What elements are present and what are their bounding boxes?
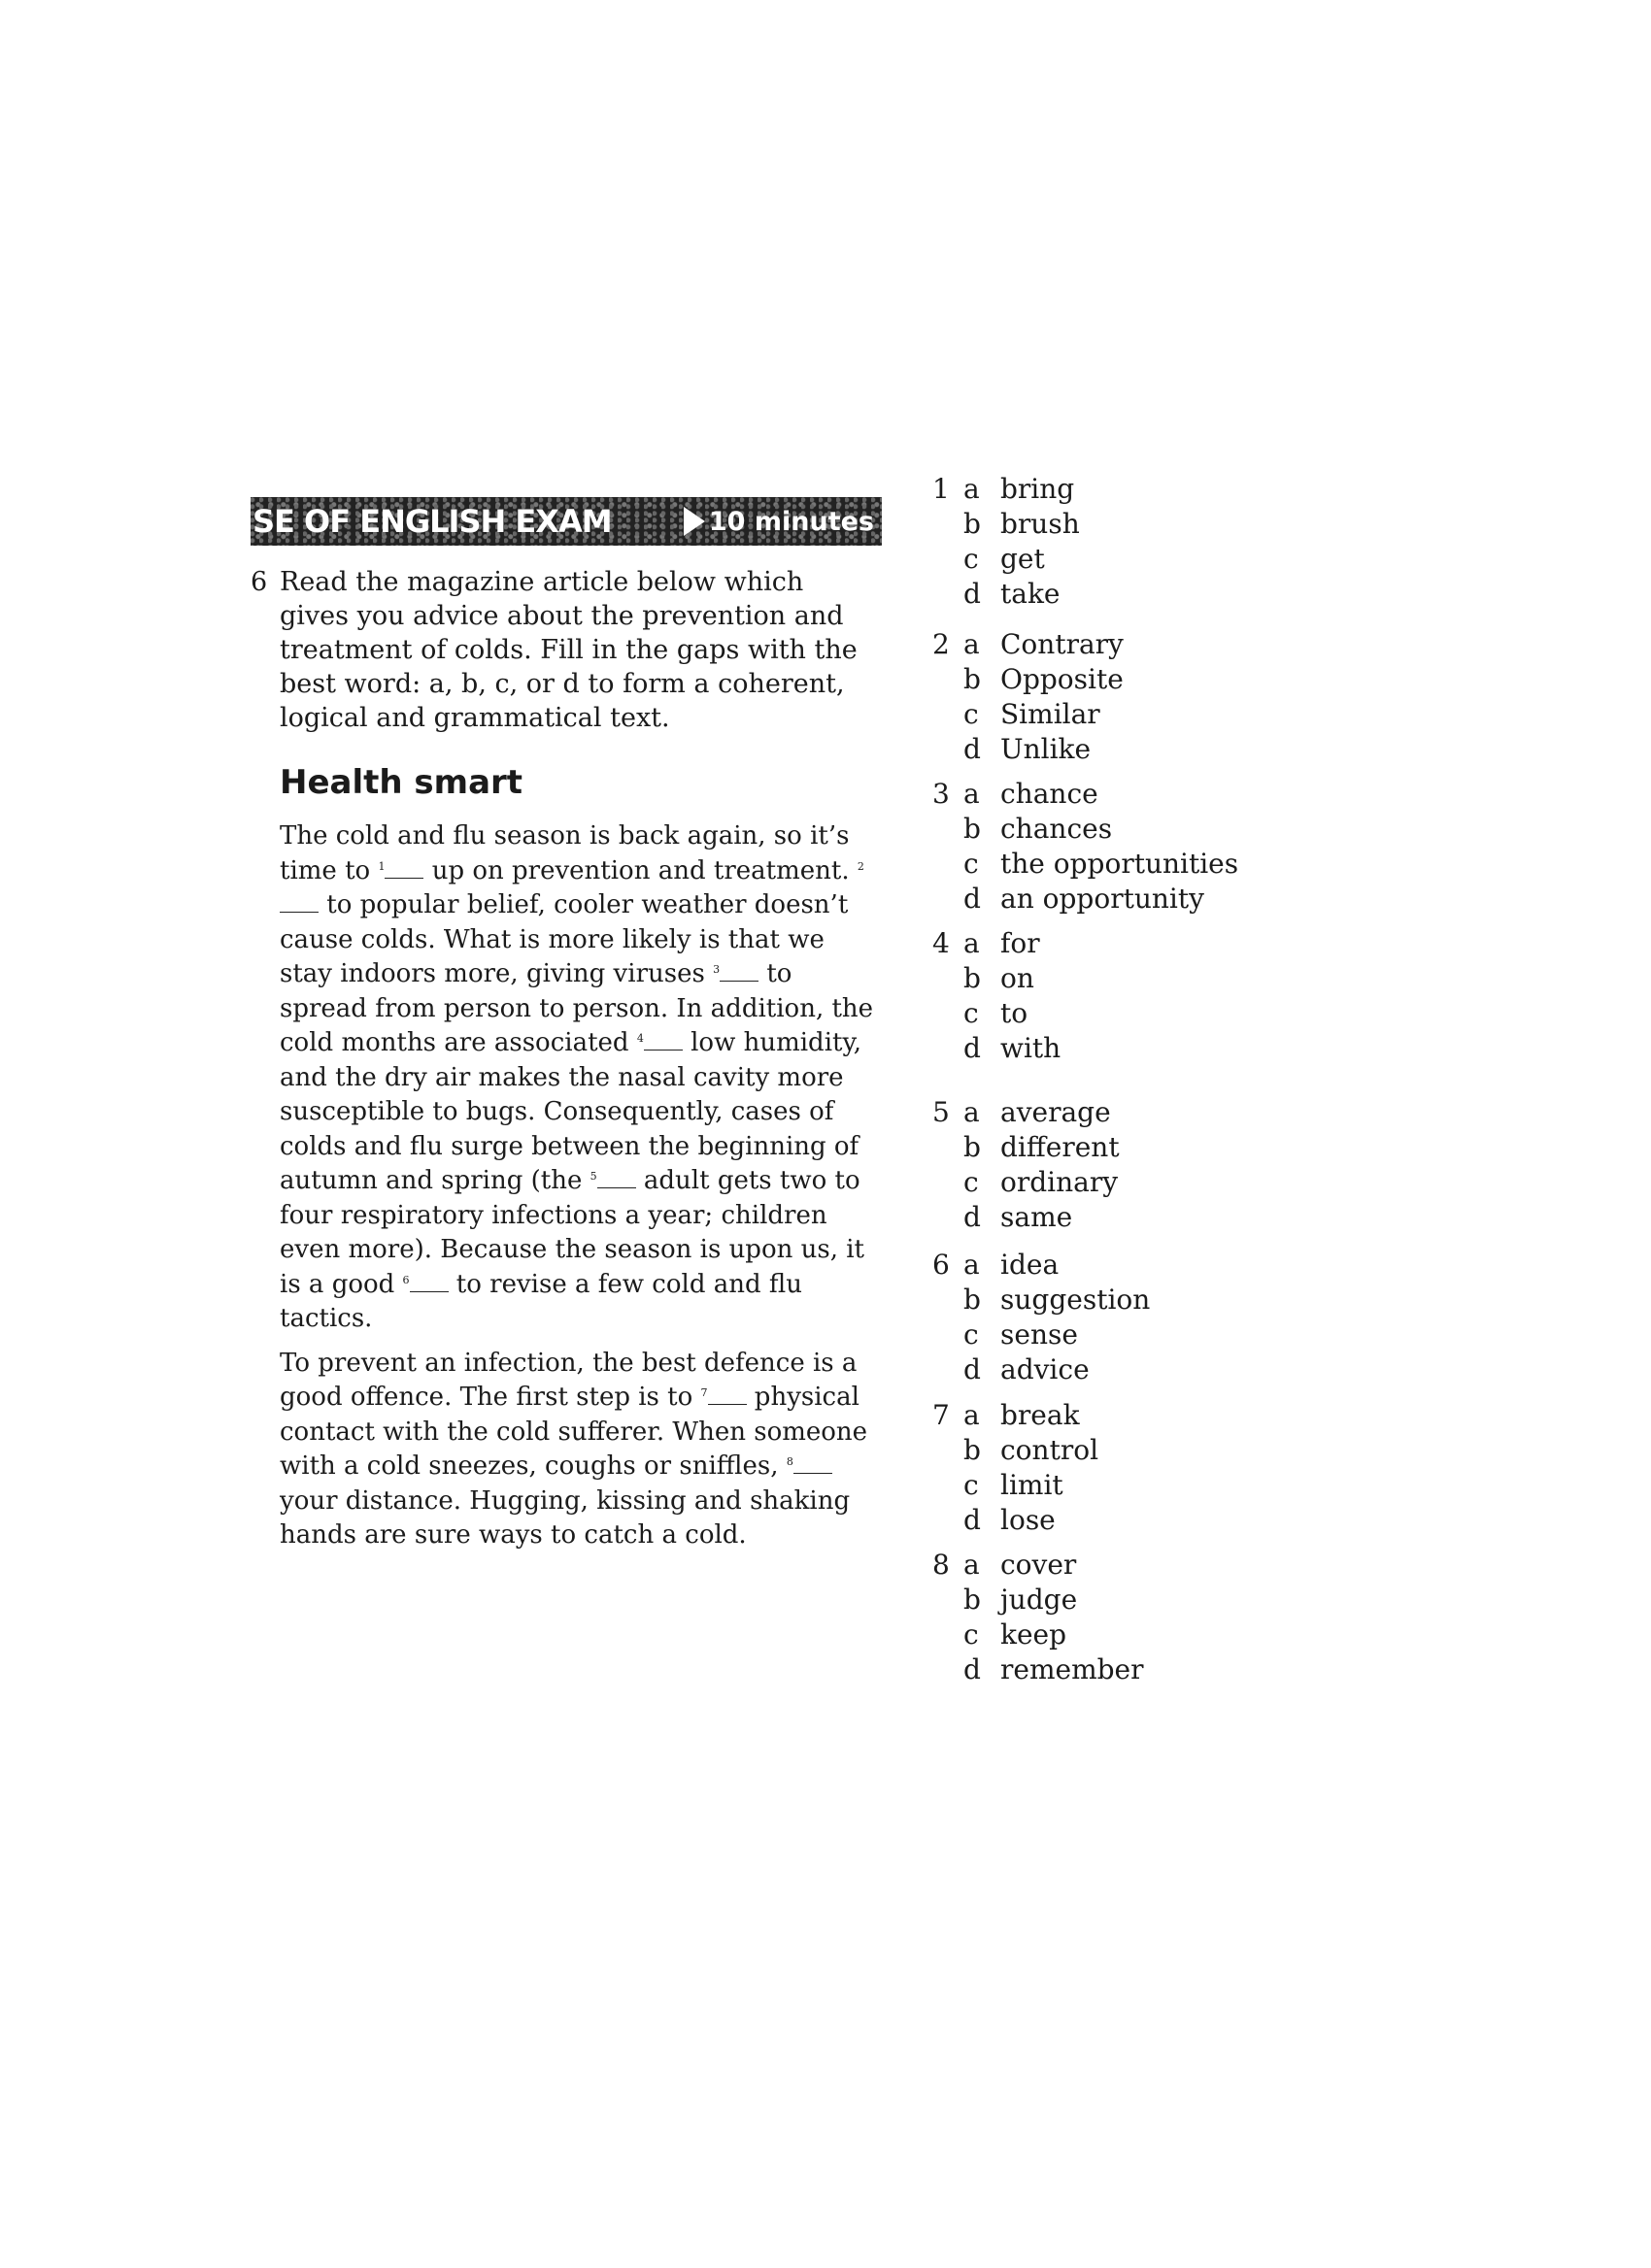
gap-number: 2	[857, 859, 864, 873]
banner-title: SE OF ENGLISH EXAM	[253, 503, 612, 540]
option-row[interactable]	[932, 472, 1080, 507]
option-row[interactable]	[932, 1130, 1120, 1165]
option-row[interactable]	[932, 1352, 1150, 1387]
option-text: Unlike	[1000, 733, 1092, 765]
question-number: 8	[932, 1549, 950, 1581]
gap-number: 8	[786, 1455, 793, 1468]
option-row[interactable]	[932, 1548, 1144, 1583]
option-row[interactable]	[932, 1503, 1098, 1538]
article-paragraph-2: To prevent an infection, the best defence is a good offence. The first step is to $^7$ physical contact with the cold sufferer. When someone with a cold sneezes, coughs or sniffles, $^8$ your distance. Hugging, kissing and shaking hands are sure ways to catch a cold.	[280, 1348, 868, 1550]
question-5	[932, 1095, 1120, 1235]
article-title: Health smart	[280, 763, 523, 802]
option-row[interactable]	[932, 1165, 1120, 1200]
option-row[interactable]	[932, 1583, 1144, 1618]
option-letter: d	[963, 1653, 981, 1685]
gap-2	[280, 894, 319, 913]
option-letter: c	[963, 1318, 979, 1351]
gap-number: 4	[636, 1032, 644, 1045]
gap-number: 3	[713, 963, 721, 976]
option-row[interactable]	[932, 627, 1124, 662]
option-text: with	[1000, 1032, 1061, 1064]
option-text: cover	[1000, 1549, 1077, 1581]
gap-number: 1	[378, 859, 386, 873]
option-letter: a	[963, 628, 980, 660]
time-limit-text: 10 minutes	[708, 506, 874, 537]
option-letter: c	[963, 1469, 979, 1501]
question-number: 1	[932, 473, 950, 505]
gap-number: 6	[402, 1273, 410, 1286]
option-text: sense	[1000, 1318, 1078, 1351]
exam-section-banner	[251, 497, 882, 546]
option-letter: d	[963, 883, 981, 915]
option-row[interactable]	[932, 577, 1080, 612]
option-row[interactable]	[932, 662, 1124, 697]
question-number: 6	[932, 1249, 950, 1281]
option-text: on	[1000, 962, 1034, 994]
option-letter: c	[963, 1618, 979, 1651]
option-letter: d	[963, 1504, 981, 1536]
option-letter: c	[963, 848, 979, 880]
option-row[interactable]	[932, 1200, 1120, 1235]
question-6	[932, 1248, 1150, 1387]
option-row[interactable]	[932, 777, 1238, 812]
exercise-number: 6	[251, 567, 268, 597]
question-1	[932, 472, 1080, 612]
option-text: chance	[1000, 778, 1098, 810]
option-letter: b	[963, 1131, 981, 1163]
option-text: idea	[1000, 1249, 1060, 1281]
option-letter: b	[963, 1434, 981, 1466]
gap-5	[597, 1170, 636, 1188]
option-text: advice	[1000, 1353, 1090, 1385]
question-number: 4	[932, 927, 950, 959]
option-letter: b	[963, 508, 981, 540]
option-row[interactable]	[932, 996, 1061, 1031]
option-letter: a	[963, 1399, 980, 1431]
option-row[interactable]	[932, 812, 1238, 847]
option-text: ordinary	[1000, 1166, 1119, 1198]
option-row[interactable]	[932, 697, 1124, 732]
option-letter: b	[963, 663, 981, 695]
option-letter: a	[963, 778, 980, 810]
option-text: bring	[1000, 473, 1075, 505]
option-row[interactable]	[932, 926, 1061, 961]
option-text: different	[1000, 1131, 1120, 1163]
option-row[interactable]	[932, 1031, 1061, 1066]
option-text: remember	[1000, 1653, 1144, 1685]
question-number: 2	[932, 628, 950, 660]
option-text: chances	[1000, 813, 1113, 845]
option-letter: d	[963, 1201, 981, 1233]
option-letter: d	[963, 1353, 981, 1385]
option-text: brush	[1000, 508, 1080, 540]
option-row[interactable]	[932, 1652, 1144, 1687]
gap-7	[708, 1386, 747, 1405]
gap-number: 5	[590, 1170, 597, 1183]
option-row[interactable]	[932, 1398, 1098, 1433]
option-row[interactable]	[932, 507, 1080, 542]
option-letter: c	[963, 997, 979, 1029]
option-row[interactable]	[932, 732, 1124, 767]
option-text: take	[1000, 578, 1061, 610]
option-text: average	[1000, 1096, 1111, 1128]
option-text: limit	[1000, 1469, 1063, 1501]
option-letter: b	[963, 813, 981, 845]
option-text: for	[1000, 927, 1040, 959]
instruction-text: Read the magazine article below which gives you advice about the prevention and treatment of colds. Fill in the gaps with the best word: a, b, c, or d to form a coherent, logical and grammatical text.	[280, 567, 858, 733]
play-arrow-icon	[684, 507, 705, 536]
option-letter: c	[963, 543, 979, 575]
option-text: suggestion	[1000, 1284, 1151, 1316]
option-text: control	[1000, 1434, 1099, 1466]
gap-6	[410, 1274, 449, 1292]
option-letter: b	[963, 962, 981, 994]
gap-1	[385, 860, 423, 879]
option-text: keep	[1000, 1618, 1067, 1651]
question-4	[932, 926, 1061, 1066]
time-limit-label	[684, 507, 882, 537]
option-text: Opposite	[1000, 663, 1124, 695]
question-2	[932, 627, 1124, 767]
option-text: Similar	[1000, 698, 1100, 730]
option-letter: c	[963, 1166, 979, 1198]
option-row[interactable]	[932, 1618, 1144, 1652]
question-8	[932, 1548, 1144, 1687]
gap-number: 7	[700, 1386, 708, 1399]
gap-3	[720, 963, 758, 982]
option-text: get	[1000, 543, 1045, 575]
question-number: 3	[932, 778, 950, 810]
option-text: to	[1000, 997, 1028, 1029]
option-letter: a	[963, 927, 980, 959]
option-letter: d	[963, 578, 981, 610]
option-letter: d	[963, 733, 981, 765]
option-text: the opportunities	[1000, 848, 1239, 880]
option-letter: a	[963, 1549, 980, 1581]
option-letter: a	[963, 1096, 980, 1128]
option-letter: c	[963, 698, 979, 730]
gap-8	[793, 1455, 832, 1474]
gap-4	[644, 1032, 683, 1051]
option-row[interactable]	[932, 1095, 1120, 1130]
option-letter: b	[963, 1584, 981, 1616]
option-row[interactable]	[932, 1433, 1098, 1468]
option-row[interactable]	[932, 882, 1238, 917]
option-text: break	[1000, 1399, 1080, 1431]
option-text: judge	[1000, 1584, 1078, 1616]
question-number: 7	[932, 1399, 950, 1431]
option-text: lose	[1000, 1504, 1056, 1536]
question-number: 5	[932, 1096, 950, 1128]
option-text: an opportunity	[1000, 883, 1204, 915]
option-row[interactable]	[932, 1468, 1098, 1503]
article-paragraph-1: The cold and flu season is back again, so it’s time to $^1$ up on prevention and treatment. $^2$ to popular belief, cooler weather doesn’t cause colds. What is more likely is that we stay indoors more, giving viruses $^3$ to spread from person to person. In addition, the cold months are associated $^4$ low humidity, and the dry air makes the nasal cavity more susceptible to bugs. Consequently, cases of colds and flu surge between the beginning of autumn and spring (the $^5$ adult gets two to four respiratory infections a year; children even more). Because the season is upon us, it is a good $^6$ to revise a few cold and flu tactics.	[280, 821, 874, 1333]
option-letter: a	[963, 473, 980, 505]
article-body	[280, 819, 882, 1563]
option-letter: a	[963, 1249, 980, 1281]
exercise-instruction	[251, 565, 872, 735]
option-letter: d	[963, 1032, 981, 1064]
option-row[interactable]	[932, 1283, 1150, 1317]
option-letter: b	[963, 1284, 981, 1316]
option-row[interactable]	[932, 1248, 1150, 1283]
option-row[interactable]	[932, 961, 1061, 996]
option-row[interactable]	[932, 1317, 1150, 1352]
question-7	[932, 1398, 1098, 1538]
question-3	[932, 777, 1238, 917]
option-text: Contrary	[1000, 628, 1124, 660]
option-text: same	[1000, 1201, 1073, 1233]
option-row[interactable]	[932, 542, 1080, 577]
option-row[interactable]	[932, 847, 1238, 882]
